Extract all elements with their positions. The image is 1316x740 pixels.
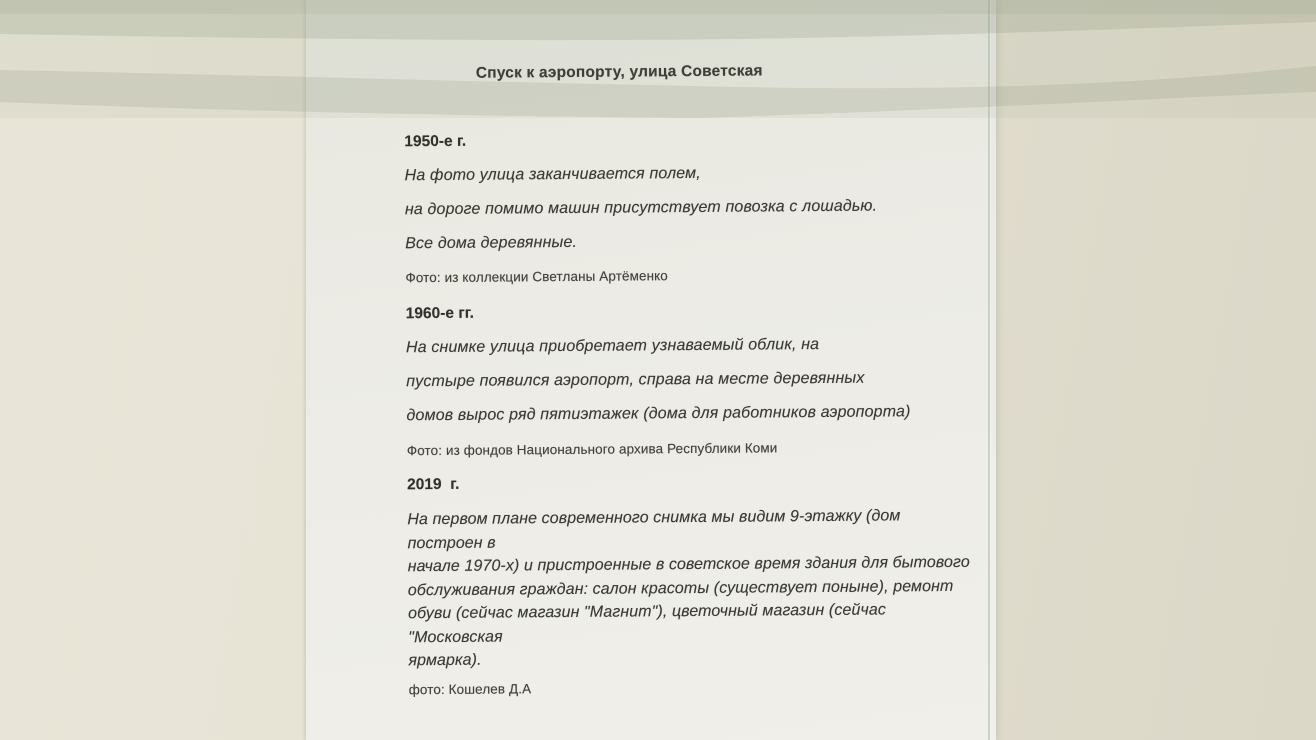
photo-credit: Фото: из коллекции Светланы Артёменко — [405, 268, 668, 286]
photo-credit: фото: Кошелев Д.А — [408, 680, 532, 697]
body-line: начале 1970-х) и пристроенные в советское время здания для бытового — [407, 553, 970, 576]
exhibit-label-paper — [306, 0, 996, 740]
plexiglass-edge-highlight — [990, 0, 991, 740]
section-1950s — [404, 128, 977, 286]
body-line: домов вырос ряд пятиэтажек (дома для работников аэропорта) — [406, 403, 911, 425]
body-line: обуви (сейчас магазин "Магнит"), цветочный магазин (сейчас "Московская — [408, 601, 886, 646]
label-text-block — [403, 0, 980, 698]
body-line: на дороге помимо машин присутствует повозка с лошадью. — [404, 197, 878, 219]
body-line: На фото улица заканчивается полем, — [404, 164, 701, 185]
body-line: обслуживания граждан: салон красоты (существует поныне), ремонт — [407, 577, 954, 599]
section-1960s — [406, 300, 979, 459]
label-title: Спуск к аэропорту, улица Советская — [475, 62, 763, 82]
body-line: пустыре появился аэропорт, справа на месте деревянных — [406, 369, 865, 391]
body-line: ярмарка). — [408, 651, 482, 670]
period-heading-1950s: 1950-е г. — [404, 132, 467, 151]
body-line: На снимке улица приобретает узнаваемый облик, на — [405, 336, 820, 357]
period-heading-1960s: 1960-е гг. — [405, 304, 475, 323]
body-line: Все дома деревянные. — [405, 233, 578, 253]
period-heading-2019: 2019 г. — [407, 475, 460, 494]
photo-credit: Фото: из фондов Национального архива Республики Коми — [406, 440, 778, 459]
section-2019 — [407, 471, 981, 698]
body-line: На первом плане современного снимка мы видим 9-этажку (дом построен в — [407, 507, 901, 552]
